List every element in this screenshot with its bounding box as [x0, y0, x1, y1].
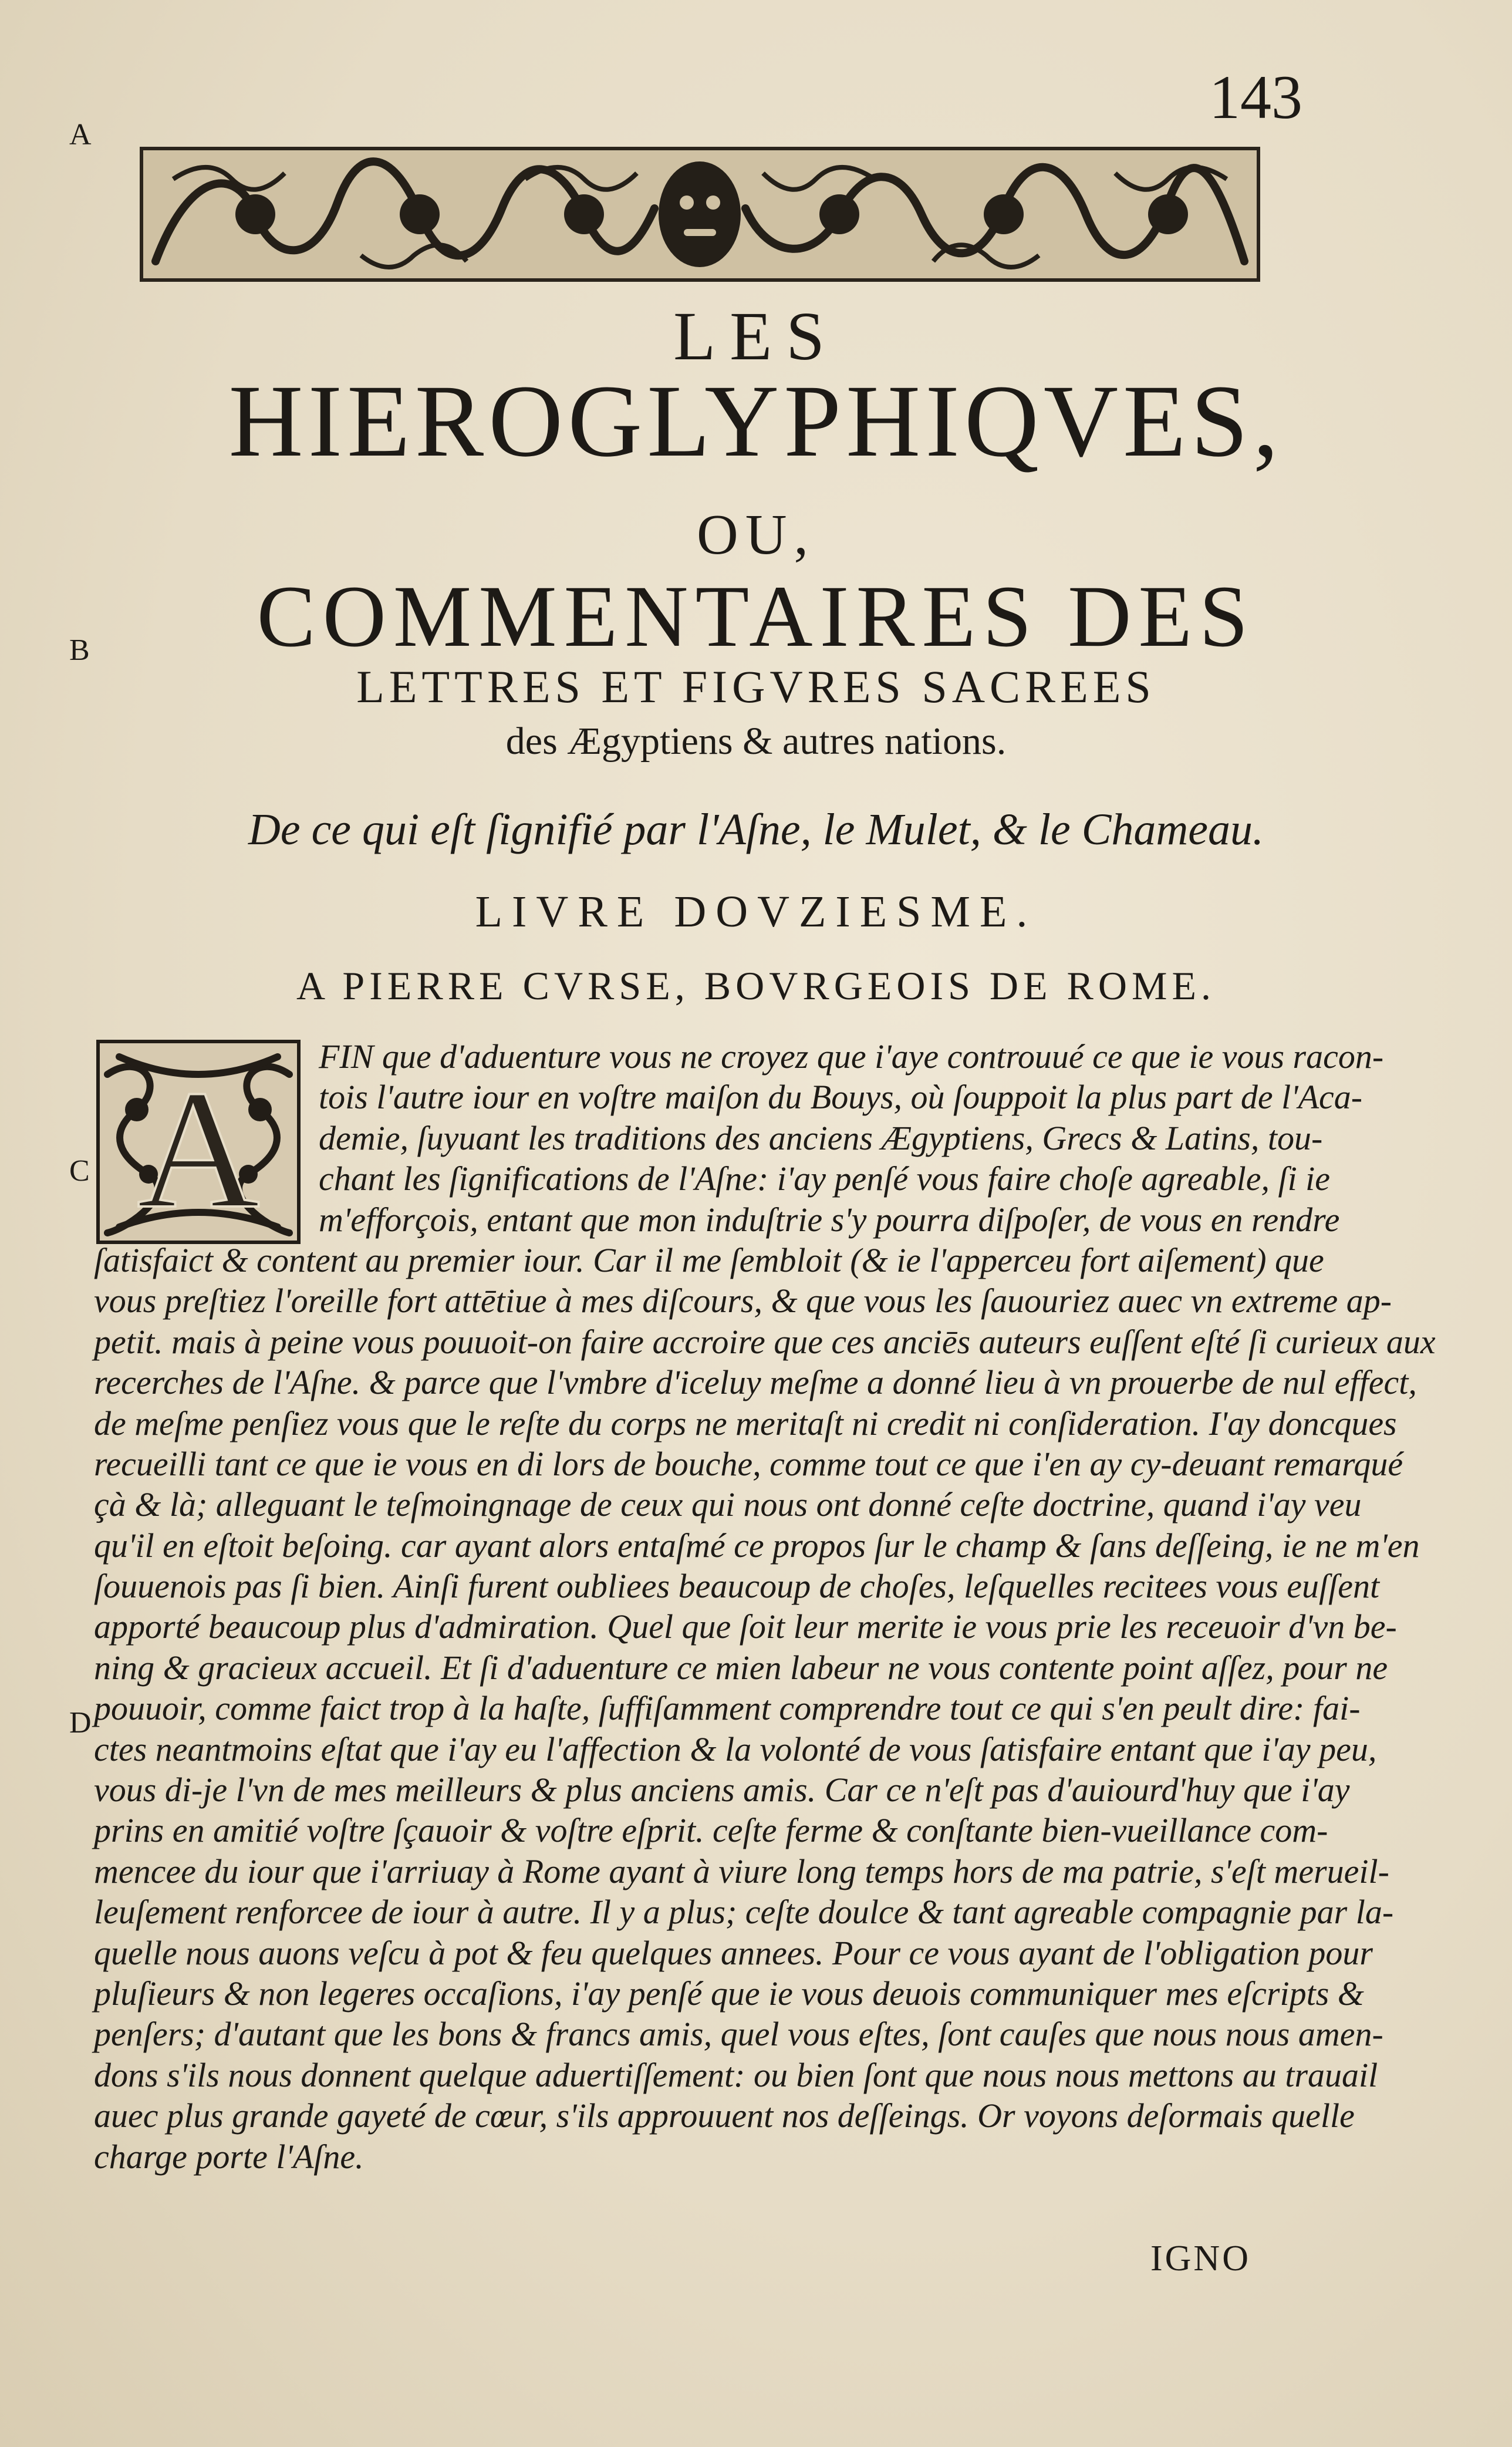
body-line: quelle nous auons veſcu à pot & feu quelques annees. Pour ce vous ayant de l'obligation pour: [94, 1933, 1373, 1972]
body-line: vous di-je l'vn de mes meilleurs & plus anciens amis. Car ce n'eſt pas d'auiourd'huy que i'ay: [94, 1771, 1350, 1809]
body-line: recerches de l'Aſne. & parce que l'vmbre d'iceluy meſme a donné lieu à vn prouerbe de nul effect,: [94, 1363, 1417, 1402]
body-line: dons s'ils nous donnent quelque aduertiſſement: ou bien ſont que nous nous mettons au trauail: [94, 2055, 1378, 2094]
body-line: çà & là; alleguant le teſmoingnage de ceux qui nous ont donné ceſte doctrine, quand i'ay veu: [94, 1485, 1362, 1524]
dropcap-letter: A: [137, 1055, 260, 1243]
margin-letter-d: D: [69, 1706, 92, 1740]
catchword: IGNO: [1150, 2239, 1251, 2279]
title-lettres: LETTRES ET FIGVRES SACREES: [356, 661, 1156, 712]
title-ou: OU,: [696, 503, 816, 567]
book-heading: LIVRE DOVZIESME.: [475, 887, 1037, 936]
margin-letter-a: A: [69, 118, 92, 151]
page-number: 143: [1209, 63, 1302, 132]
body-line: mencee du iour que i'arriuay à Rome ayant à viure long temps hors de ma patrie, s'eſt merueil-: [94, 1852, 1389, 1890]
body-line: tois l'autre iour en voſtre maiſon du Bouys, où ſouppoit la plus part de l'Aca-: [319, 1078, 1363, 1117]
margin-letter-b: B: [69, 633, 90, 667]
body-line: chant les ſignifications de l'Aſne: i'ay penſé vous faire choſe agreable, ſi ie: [319, 1160, 1331, 1198]
title-les: LES: [673, 298, 839, 375]
body-line: recueilli tant ce que ie vous en di lors de bouche, comme tout ce que i'en ay cy-deuant remarqué: [94, 1444, 1403, 1483]
body-line: pluſieurs & non legeres occaſions, i'ay penſé que ie vous deuois communiquer mes eſcripts &: [94, 1974, 1364, 2013]
margin-letter-c: C: [69, 1154, 90, 1188]
body-line: FIN que d'aduenture vous ne croyez que i'aye controuué ce que ie vous racon-: [319, 1037, 1384, 1076]
body-line: pouuoir, comme faict trop à la haſte, ſuffiſamment comprendre tout ce qui s'en peult dire: fai-: [94, 1689, 1361, 1728]
body-line: auec plus grande gayeté de cœur, s'ils approuuent nos deſſeings. Or voyons deſormais quelle: [94, 2097, 1355, 2135]
body-line: m'efforçois, entant que mon induſtrie s'y pourra diſpoſer, de vous en rendre: [319, 1200, 1340, 1239]
title-commentaires: COMMENTAIRES DES: [256, 568, 1256, 665]
title-hieroglyphiques: HIEROGLYPHIQVES,: [228, 364, 1284, 478]
title-egyptiens: des Ægyptiens & autres nations.: [505, 720, 1007, 763]
dedication-heading: A PIERRE CVRSE, BOVRGEOIS DE ROME.: [296, 963, 1216, 1008]
body-line: charge porte l'Aſne.: [94, 2137, 364, 2176]
body-line: de meſme penſiez vous que le reſte du corps ne meritaſt ni credit ni conſideration. I'ay doncques: [94, 1404, 1397, 1442]
body-line: ctes neantmoins eſtat que i'ay eu l'affection & la volonté de vous ſatisfaire entant que i'ay peu,: [94, 1730, 1377, 1768]
body-line: qu'il en eſtoit beſoing. car ayant alors entaſmé ce propos ſur le champ & ſans deſſeing, ie ne m'en: [94, 1526, 1420, 1565]
body-line: ſatisfaict & content au premier iour. Car il me ſembloit (& ie l'apperceu fort aiſement) que: [94, 1241, 1324, 1279]
ornamental-headpiece: [138, 144, 1262, 285]
body-line: prins en amitié voſtre ſçauoir & voſtre eſprit. ceſte ferme & conſtante bien-vueillance com-: [94, 1811, 1328, 1850]
chapter-subtitle: De ce qui eſt ſignifié par l'Aſne, le Mulet, & le Chameau.: [248, 805, 1264, 854]
body-line: ning & gracieux accueil. Et ſi d'aduenture ce mien labeur ne vous contente point aſſez, pour ne: [94, 1648, 1388, 1687]
body-line: leuſement renforcee de iour à autre. Il y a plus; ceſte doulce & tant agreable compagnie par la-: [94, 1893, 1394, 1932]
body-line: petit. mais à peine vous pouuoit-on faire accroire que ces anciēs auteurs euſſent eſté ſi curieux aux: [94, 1322, 1436, 1361]
body-line: penſers; d'autant que les bons & francs amis, quel vous eſtes, ſont cauſes que nous nous amen-: [94, 2015, 1383, 2054]
body-line: demie, ſuyuant les traditions des anciens Ægyptiens, Grecs & Latins, tou-: [319, 1118, 1323, 1157]
body-line: apporté beaucoup plus d'admiration. Quel que ſoit leur merite ie vous prie les receuoir d'vn be-: [94, 1607, 1397, 1646]
body-line: vous preſtiez l'oreille fort attētiue à mes diſcours, & que vous les ſauouriez auec vn extreme ap-: [94, 1282, 1392, 1320]
body-line: ſouuenois pas ſi bien. Ainſi furent oubliees beaucoup de choſes, leſquelles recitees vous euſſent: [94, 1567, 1380, 1606]
body-text: [94, 1036, 1436, 2177]
